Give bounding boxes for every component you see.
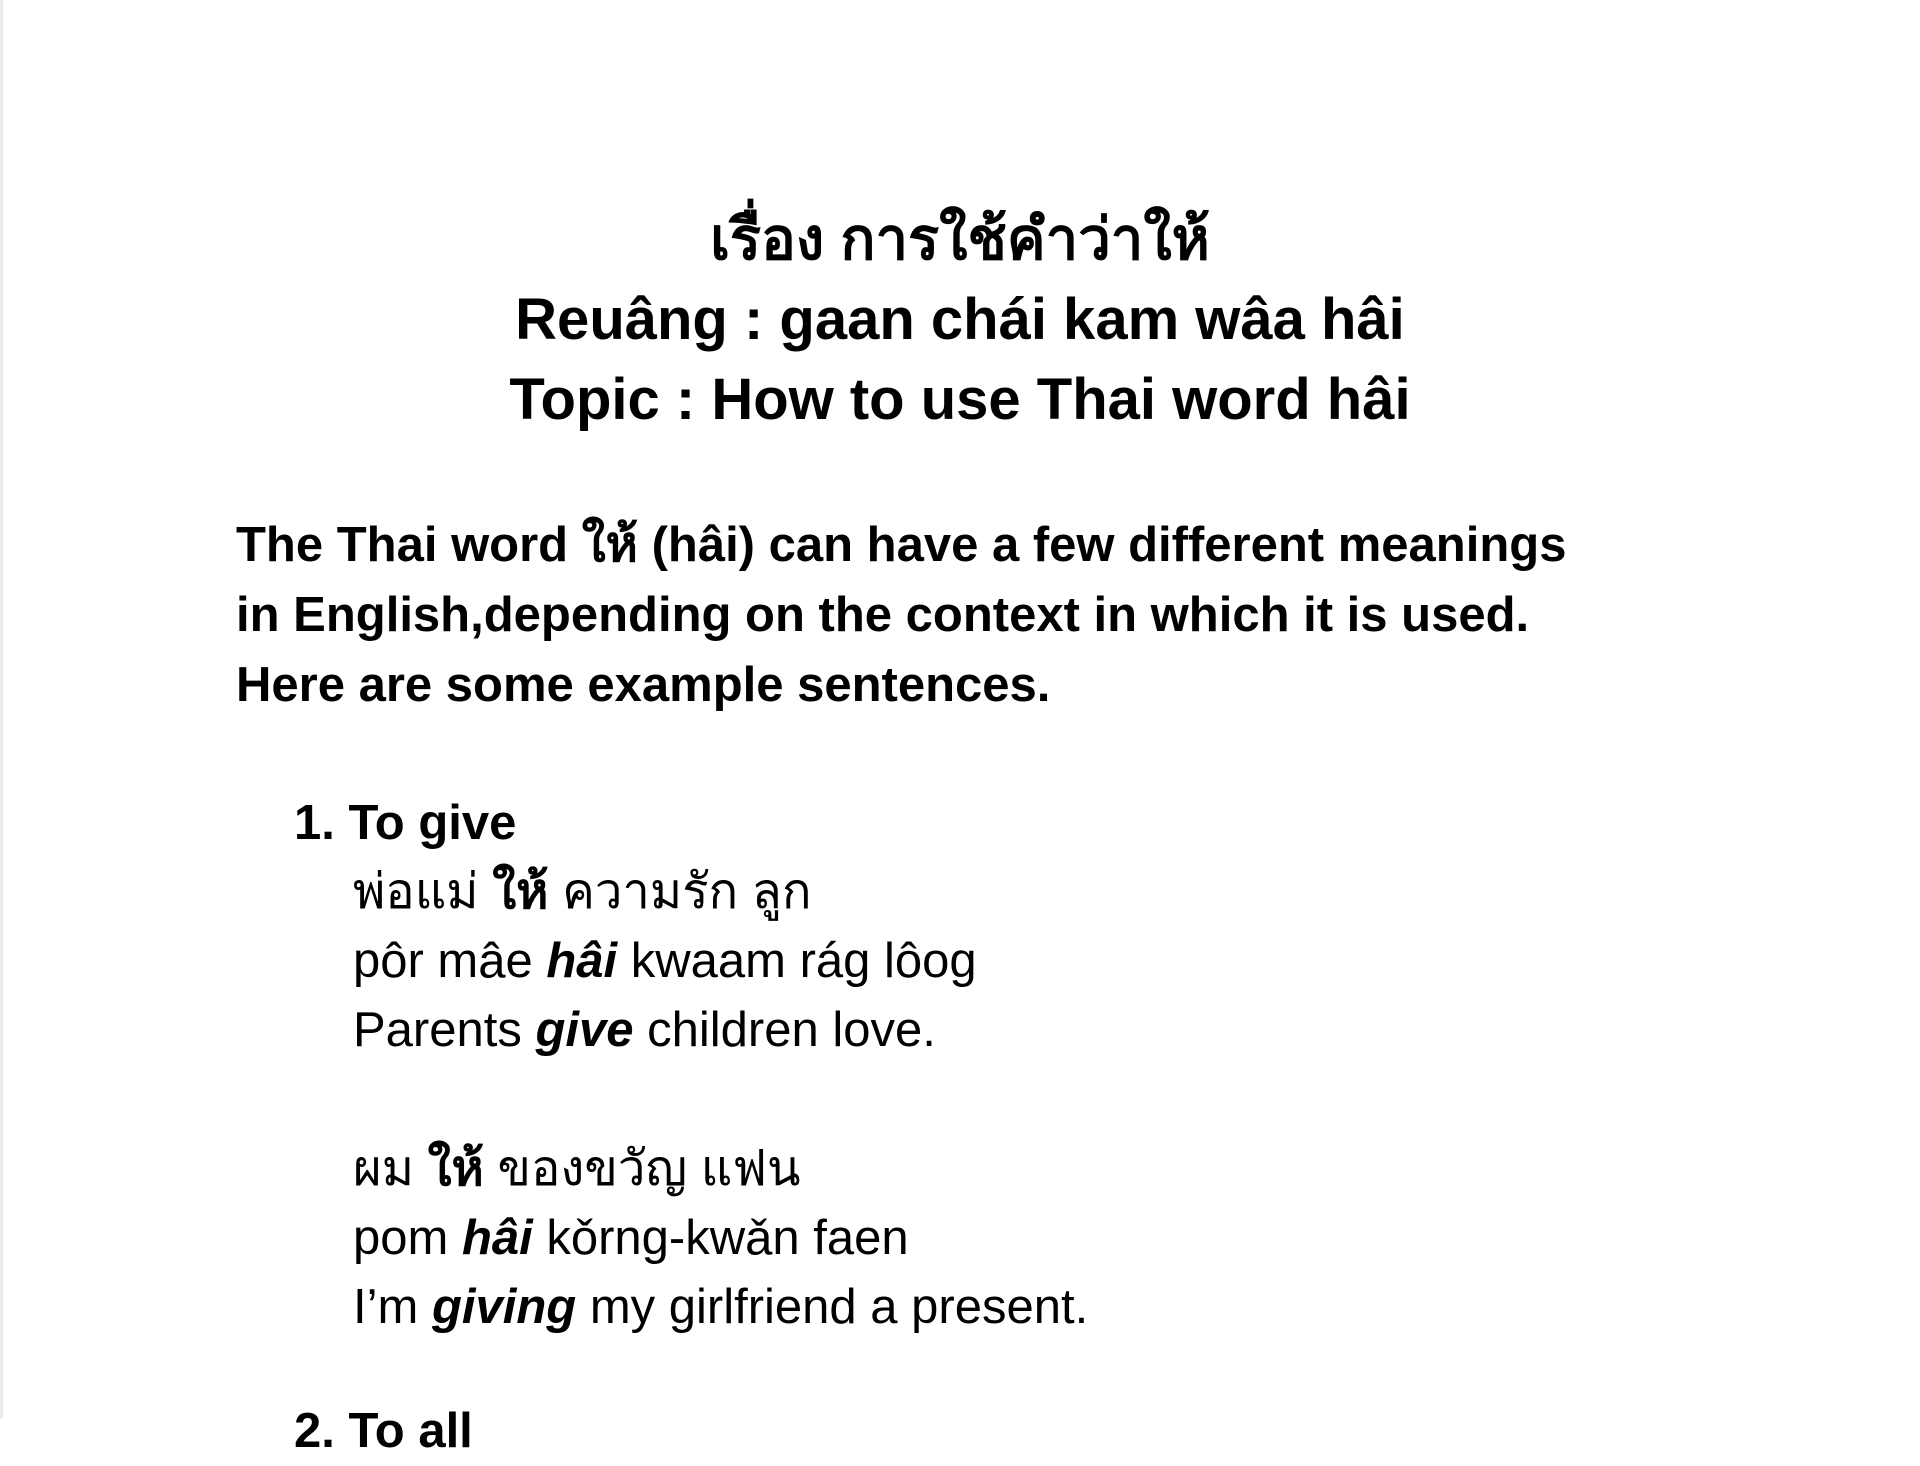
example-thai (353, 858, 977, 927)
example-english (353, 1273, 1088, 1342)
example-eng-pre: I’m (353, 1280, 432, 1334)
example-roman-pre: pom (353, 1211, 462, 1265)
page-title (0, 200, 1920, 440)
example-thai-pre: ผม (353, 1142, 428, 1196)
example-roman-post: kǒrng-kwǎn faen (532, 1211, 909, 1265)
example-roman-post: kwaam rág lôog (617, 934, 977, 988)
example-roman-pre: pôr mâe (353, 934, 547, 988)
intro-paragraph (236, 510, 1736, 720)
example-thai (353, 1135, 1088, 1204)
example-roman-key: hâi (546, 934, 618, 988)
example-thai-key: ให้ (492, 865, 549, 919)
section-heading-partial: 2. To all (294, 1404, 473, 1458)
example-eng-key: giving (431, 1280, 577, 1334)
title-thai: เรื่อง การใช้คำว่าให้ (710, 207, 1210, 272)
example-thai-post: ของขวัญ แฟน (483, 1142, 801, 1196)
example-thai-pre: พ่อแม่ (353, 865, 493, 919)
example-english (353, 996, 977, 1065)
example-roman-key: hâi (461, 1211, 533, 1265)
title-english: Topic : How to use Thai word hâi (509, 367, 1411, 432)
example-eng-post: children love. (633, 1003, 936, 1057)
example-romanized (353, 927, 977, 996)
intro-line: The Thai word ให้ (hâi) can have a few different meanings (236, 518, 1567, 572)
example-eng-key: give (535, 1003, 634, 1057)
section-heading-to-give: 1. To give (294, 796, 517, 850)
example-eng-post: my girlfriend a present. (576, 1280, 1089, 1334)
intro-line: Here are some example sentences. (236, 658, 1051, 712)
title-romanized: Reuâng : gaan chái kam wâa hâi (515, 287, 1405, 352)
example-eng-pre: Parents (353, 1003, 536, 1057)
example-romanized (353, 1204, 1088, 1273)
example-sentence (353, 1135, 1088, 1342)
example-thai-key: ให้ (427, 1142, 484, 1196)
example-thai-post: ความรัก ลูก (548, 865, 812, 919)
example-sentence (353, 858, 977, 1065)
intro-line: in English,depending on the context in which it is used. (236, 588, 1530, 642)
